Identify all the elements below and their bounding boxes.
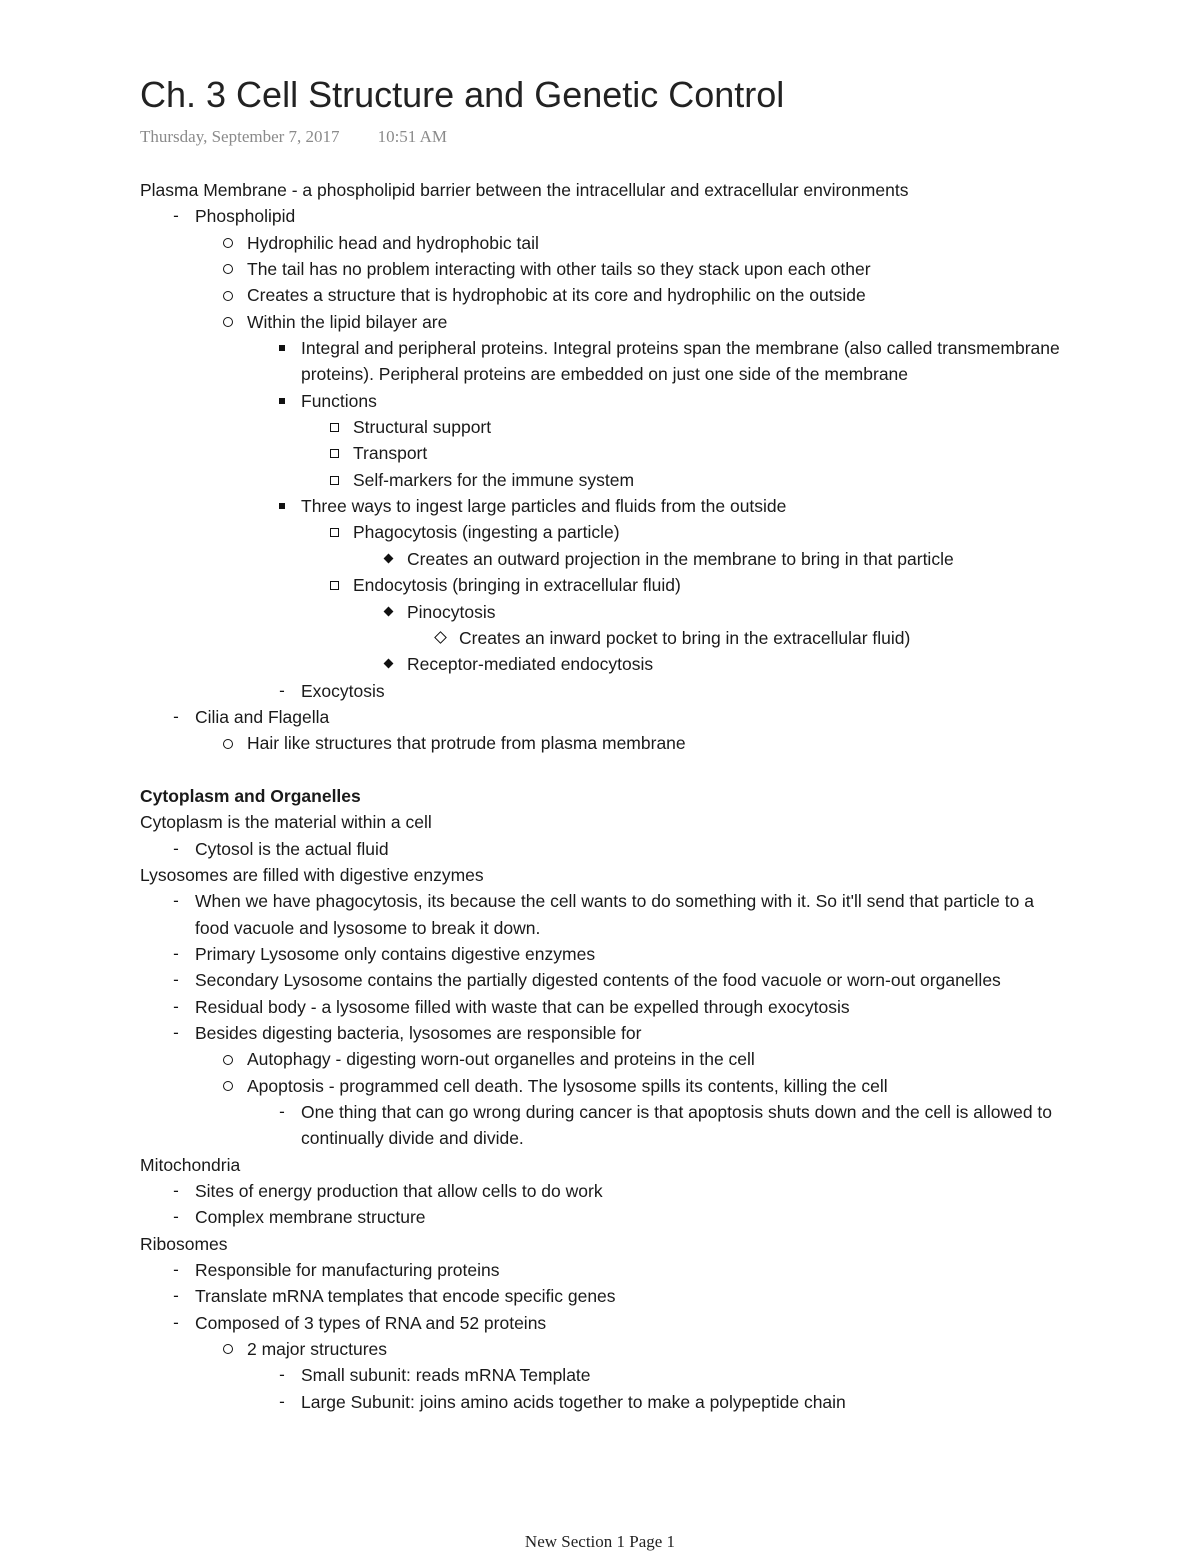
note-text: Ribosomes — [140, 1233, 228, 1254]
note-line — [0, 1046, 1200, 1072]
note-body — [0, 177, 1200, 1415]
note-text: Creates an outward projection in the membrane to bring in that particle — [407, 548, 954, 569]
bullet-dash-icon: - — [173, 1312, 179, 1332]
bullet-dash-icon: - — [173, 996, 179, 1016]
note-line — [0, 230, 1200, 256]
bullet-circle-icon — [218, 309, 238, 335]
note-text: Primary Lysosome only contains digestive enzymes — [195, 943, 596, 964]
bullet-hollowdiamond-icon — [430, 625, 450, 651]
note-text: Phospholipid — [195, 206, 296, 227]
note-line — [0, 599, 1200, 625]
note-line — [0, 704, 1200, 730]
bullet-dash-icon: - — [173, 838, 179, 858]
bullet-hollowsq-icon — [324, 572, 344, 598]
note-line — [0, 546, 1200, 572]
bullet-diamond-icon — [378, 651, 398, 677]
note-text: Lysosomes are filled with digestive enzymes — [140, 864, 484, 885]
note-line — [0, 888, 1200, 941]
bullet-square-icon — [272, 335, 292, 361]
note-text: Within the lipid bilayer are — [247, 311, 448, 332]
note-text: Exocytosis — [301, 680, 385, 701]
note-text: Cilia and Flagella — [195, 706, 330, 727]
note-line — [0, 414, 1200, 440]
bullet-dash-icon: - — [279, 1102, 285, 1122]
note-text: Functions — [301, 390, 377, 411]
note-text: Hair like structures that protrude from plasma membrane — [247, 733, 686, 754]
note-text: Cytoplasm is the material within a cell — [140, 812, 432, 833]
note-line — [0, 1178, 1200, 1204]
note-text: Residual body - a lysosome filled with waste that can be expelled through exocytosis — [195, 996, 850, 1017]
note-line — [0, 994, 1200, 1020]
note-text: Phagocytosis (ingesting a particle) — [353, 522, 620, 543]
bullet-circle-icon — [218, 256, 238, 282]
note-line — [0, 651, 1200, 677]
bullet-dash-icon: - — [173, 970, 179, 990]
note-text: Translate mRNA templates that encode specific genes — [195, 1286, 616, 1307]
note-text: Responsible for manufacturing proteins — [195, 1260, 500, 1281]
bullet-dash-icon: - — [173, 1181, 179, 1201]
note-line — [0, 388, 1200, 414]
note-text: Integral and peripheral proteins. Integral proteins span the membrane (also called transmembrane proteins). Peripheral proteins are embedded on just one side of the membrane — [301, 338, 1060, 385]
note-line — [0, 678, 1200, 704]
note-line — [0, 256, 1200, 282]
note-line — [0, 1283, 1200, 1309]
bullet-dash-icon: - — [173, 706, 179, 726]
note-text: Mitochondria — [140, 1154, 241, 1175]
note-text: Creates an inward pocket to bring in the extracellular fluid) — [459, 627, 911, 648]
note-line — [0, 809, 1200, 835]
bullet-dash-icon: - — [173, 1286, 179, 1306]
note-text: Plasma Membrane - a phospholipid barrier between the intracellular and extracellular environments — [140, 180, 909, 200]
note-line — [0, 862, 1200, 888]
bullet-circle-icon — [218, 282, 238, 308]
note-line — [0, 757, 1200, 783]
note-line — [0, 467, 1200, 493]
note-text: Sites of energy production that allow cells to do work — [195, 1181, 603, 1202]
note-line — [0, 493, 1200, 519]
page-time: 10:51 AM — [377, 127, 447, 146]
bullet-hollowsq-icon — [324, 519, 344, 545]
bullet-dash-icon: - — [173, 891, 179, 911]
note-line — [0, 282, 1200, 308]
note-line — [0, 1204, 1200, 1230]
note-line — [0, 1336, 1200, 1362]
note-line — [0, 941, 1200, 967]
note-text: Small subunit: reads mRNA Template — [301, 1365, 591, 1386]
note-text: Structural support — [353, 417, 492, 438]
note-line — [0, 1231, 1200, 1257]
note-text: Apoptosis - programmed cell death. The lysosome spills its contents, killing the cell — [247, 1075, 888, 1096]
note-text: Composed of 3 types of RNA and 52 proteins — [195, 1312, 547, 1333]
note-text: The tail has no problem interacting with other tails so they stack upon each other — [247, 259, 871, 280]
bullet-hollowsq-icon — [324, 440, 344, 466]
bullet-diamond-icon — [378, 546, 398, 572]
bullet-diamond-icon — [378, 599, 398, 625]
note-text: Autophagy - digesting worn-out organelles and proteins in the cell — [247, 1049, 755, 1070]
note-line — [0, 519, 1200, 545]
note-text: Endocytosis (bringing in extracellular fluid) — [353, 575, 681, 596]
bullet-dash-icon: - — [173, 1207, 179, 1227]
bullet-dash-icon: - — [279, 1391, 285, 1411]
note-text: Cytoplasm and Organelles — [140, 785, 361, 806]
note-line — [0, 836, 1200, 862]
note-line — [0, 1020, 1200, 1046]
note-text: Three ways to ingest large particles and fluids from the outside — [301, 496, 787, 517]
note-line — [0, 440, 1200, 466]
note-text: Hydrophilic head and hydrophobic tail — [247, 232, 539, 253]
note-line — [0, 1389, 1200, 1415]
note-line — [0, 335, 1200, 388]
page-footer: New Section 1 Page 1 — [524, 1532, 676, 1551]
note-line — [0, 730, 1200, 756]
note-text: Receptor-mediated endocytosis — [407, 654, 654, 675]
bullet-dash-icon: - — [173, 1023, 179, 1042]
bullet-dash-icon: - — [173, 1260, 179, 1280]
note-line — [0, 1099, 1200, 1152]
note-line — [0, 572, 1200, 598]
note-text: One thing that can go wrong during cancer is that apoptosis shuts down and the cell is allowed to continually divide and divide. — [301, 1102, 1053, 1149]
section-heading — [0, 783, 1200, 809]
note-line — [0, 1073, 1200, 1099]
page-title: Ch. 3 Cell Structure and Genetic Control — [140, 74, 785, 115]
bullet-square-icon — [272, 388, 292, 414]
bullet-hollowsq-icon — [324, 467, 344, 493]
note-text: Cytosol is the actual fluid — [195, 838, 389, 859]
bullet-circle-icon — [218, 1046, 238, 1072]
note-line — [0, 967, 1200, 993]
note-line — [0, 203, 1200, 229]
note-line — [0, 1310, 1200, 1336]
bullet-dash-icon: - — [279, 1365, 285, 1385]
note-text: Besides digesting bacteria, lysosomes are responsible for — [195, 1023, 642, 1043]
bullet-circle-icon — [218, 1336, 238, 1362]
note-text: Pinocytosis — [407, 601, 496, 622]
note-line — [0, 309, 1200, 335]
note-line — [0, 625, 1200, 651]
bullet-circle-icon — [218, 1073, 238, 1099]
note-text: Creates a structure that is hydrophobic at its core and hydrophilic on the outside — [247, 285, 866, 306]
note-text: 2 major structures — [247, 1339, 388, 1360]
bullet-dash-icon: - — [279, 680, 285, 700]
note-line — [0, 1257, 1200, 1283]
bullet-circle-icon — [218, 730, 238, 756]
note-text: Self-markers for the immune system — [353, 469, 635, 490]
note-line — [0, 1152, 1200, 1178]
bullet-hollowsq-icon — [324, 414, 344, 440]
page-timestamp — [140, 127, 447, 147]
note-text: When we have phagocytosis, its because the cell wants to do something with it. So it'll send that particle to a food vacuole and lysosome to break it down. — [195, 891, 1034, 938]
bullet-circle-icon — [218, 230, 238, 256]
note-text: Complex membrane structure — [195, 1207, 426, 1228]
note-line — [0, 177, 1200, 203]
bullet-dash-icon: - — [173, 206, 179, 226]
note-text: Large Subunit: joins amino acids together to make a polypeptide chain — [301, 1391, 846, 1412]
page-date: Thursday, September 7, 2017 — [140, 127, 340, 146]
bullet-dash-icon: - — [173, 943, 179, 963]
note-text: Secondary Lysosome contains the partially digested contents of the food vacuole or worn-out organelles — [195, 970, 1001, 991]
note-text: Transport — [353, 443, 428, 464]
note-line — [0, 1362, 1200, 1388]
bullet-square-icon — [272, 493, 292, 519]
